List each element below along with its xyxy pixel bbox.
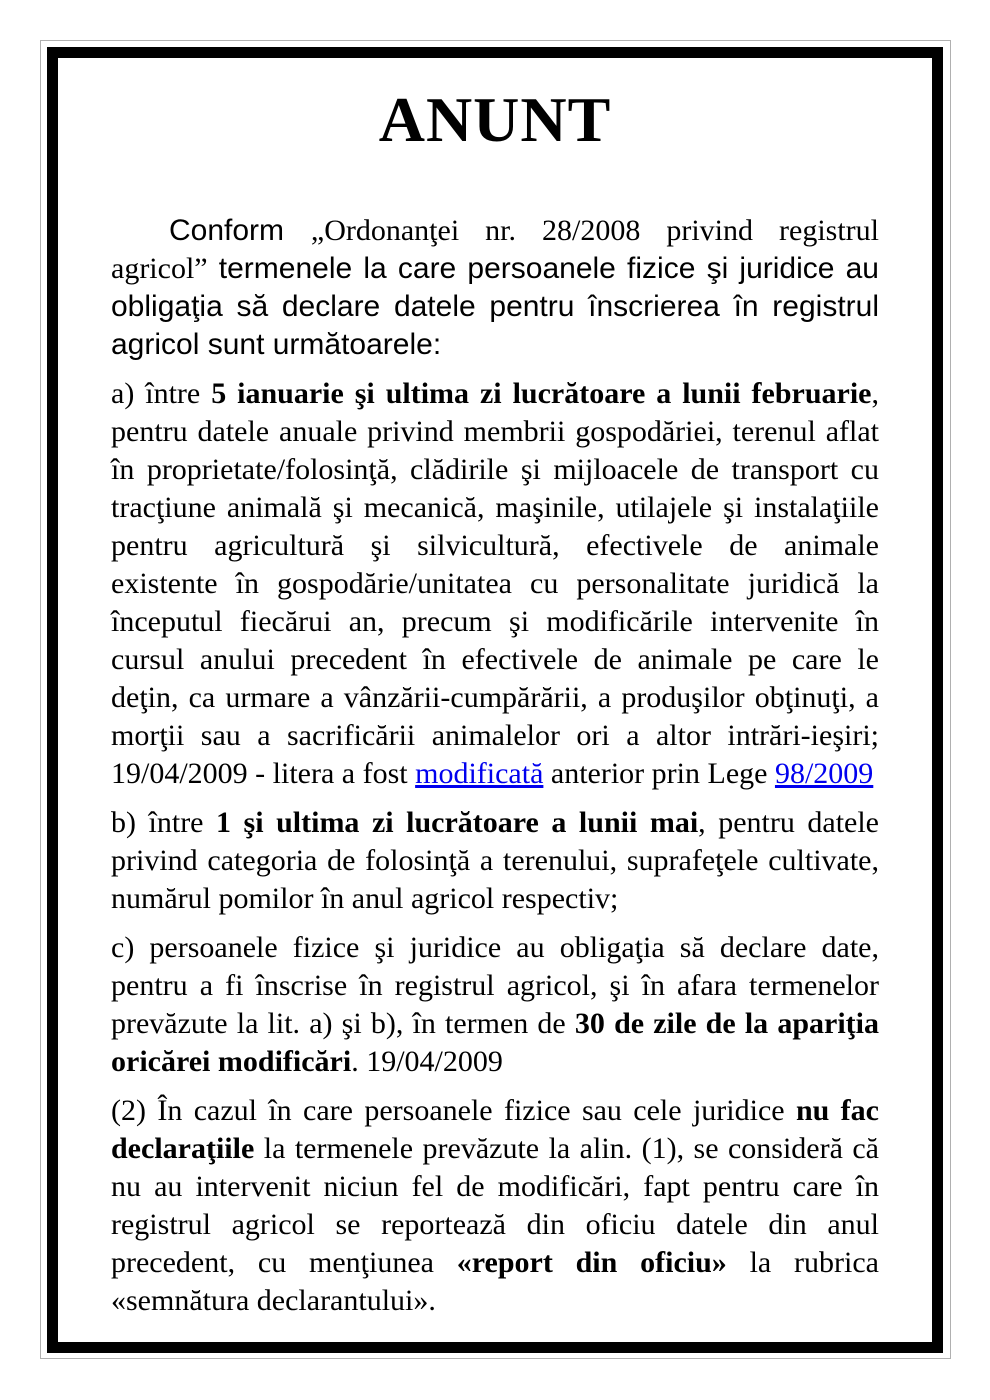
bold-text-run: 1 şi ultima zi lucrătoare a lunii mai	[216, 806, 699, 839]
text-run: anterior prin Lege	[543, 757, 775, 790]
paragraph-item-c	[111, 929, 879, 1081]
text-run: la rubrica «semnătura declarantului».	[111, 1246, 879, 1317]
text-run: c) persoanele fizice şi juridice au obligaţia să declare date, pentru a fi înscrise în registrul agricol, şi în afara termenelor prevăzute la lit. a) şi b), în termen de	[111, 931, 879, 1040]
text-run: b) între	[111, 806, 217, 839]
paragraph-item-2	[111, 1092, 879, 1320]
bold-text-run: 5 ianuarie şi ultima zi lucrătoare a lunii februarie	[211, 377, 872, 410]
bold-text-run: 30 de zile de la apariţia oricărei modificări	[111, 1007, 879, 1078]
text-run: . 19/04/2009	[351, 1045, 503, 1078]
link-modificata[interactable]: modificată	[415, 757, 544, 790]
paragraph-item-a	[111, 375, 879, 793]
bold-text-run: nu fac declaraţiile	[111, 1094, 879, 1165]
paragraph-item-b	[111, 804, 879, 918]
link-lege-98-2009[interactable]: 98/2009	[774, 757, 874, 790]
page-title: ANUNT	[378, 84, 612, 155]
text-run: a) între	[111, 377, 212, 410]
paragraph-intro	[111, 212, 879, 364]
black-border-frame	[47, 47, 943, 1353]
text-run: , pentru datele privind categoria de folosinţă a terenului, suprafeţele cultivate, numărul pomilor în anul agricol respectiv;	[111, 806, 879, 915]
text-run: , pentru datele anuale privind membrii gospodăriei, terenul aflat în proprietate/folosinţă, clădirile şi mijloacele de transport cu tracţiune animală şi mecanică, maşinile, utilajele şi instalaţiile pentru agricultură şi silvicultură, efectivele de animale existente în gospodărie/unitatea cu personalitate juridică la începutul fiecărui an, precum şi modificările intervenite în cursul anului precedent în efectivele de animale pe care le deţin, ca urmare a vânzării-cumpărării, a produşilor obţinuţi, a morţii sau a sacrificării animalelor ori a altor intrări-ieşiri; 19/04/2009 - litera a fost	[111, 377, 879, 790]
text-run: (2) În cazul în care persoanele fizice sau cele juridice	[111, 1094, 796, 1127]
text-run: Conform	[169, 214, 311, 247]
text-run: la termenele prevăzute la alin. (1), se consideră că nu au intervenit niciun fel de modificări, fapt pentru care în registrul agricol se reportează din oficiu datele din anul precedent, cu menţiunea	[111, 1132, 879, 1279]
text-run: termenele la care persoanele fizice şi juridice au obligaţia să declare datele pentru înscrierea în registrul agricol sunt următoarele:	[111, 252, 879, 361]
text-run: „Ordonanţei nr. 28/2008 privind registrul agricol”	[111, 214, 880, 285]
bold-text-run: «report din oficiu»	[456, 1246, 727, 1279]
